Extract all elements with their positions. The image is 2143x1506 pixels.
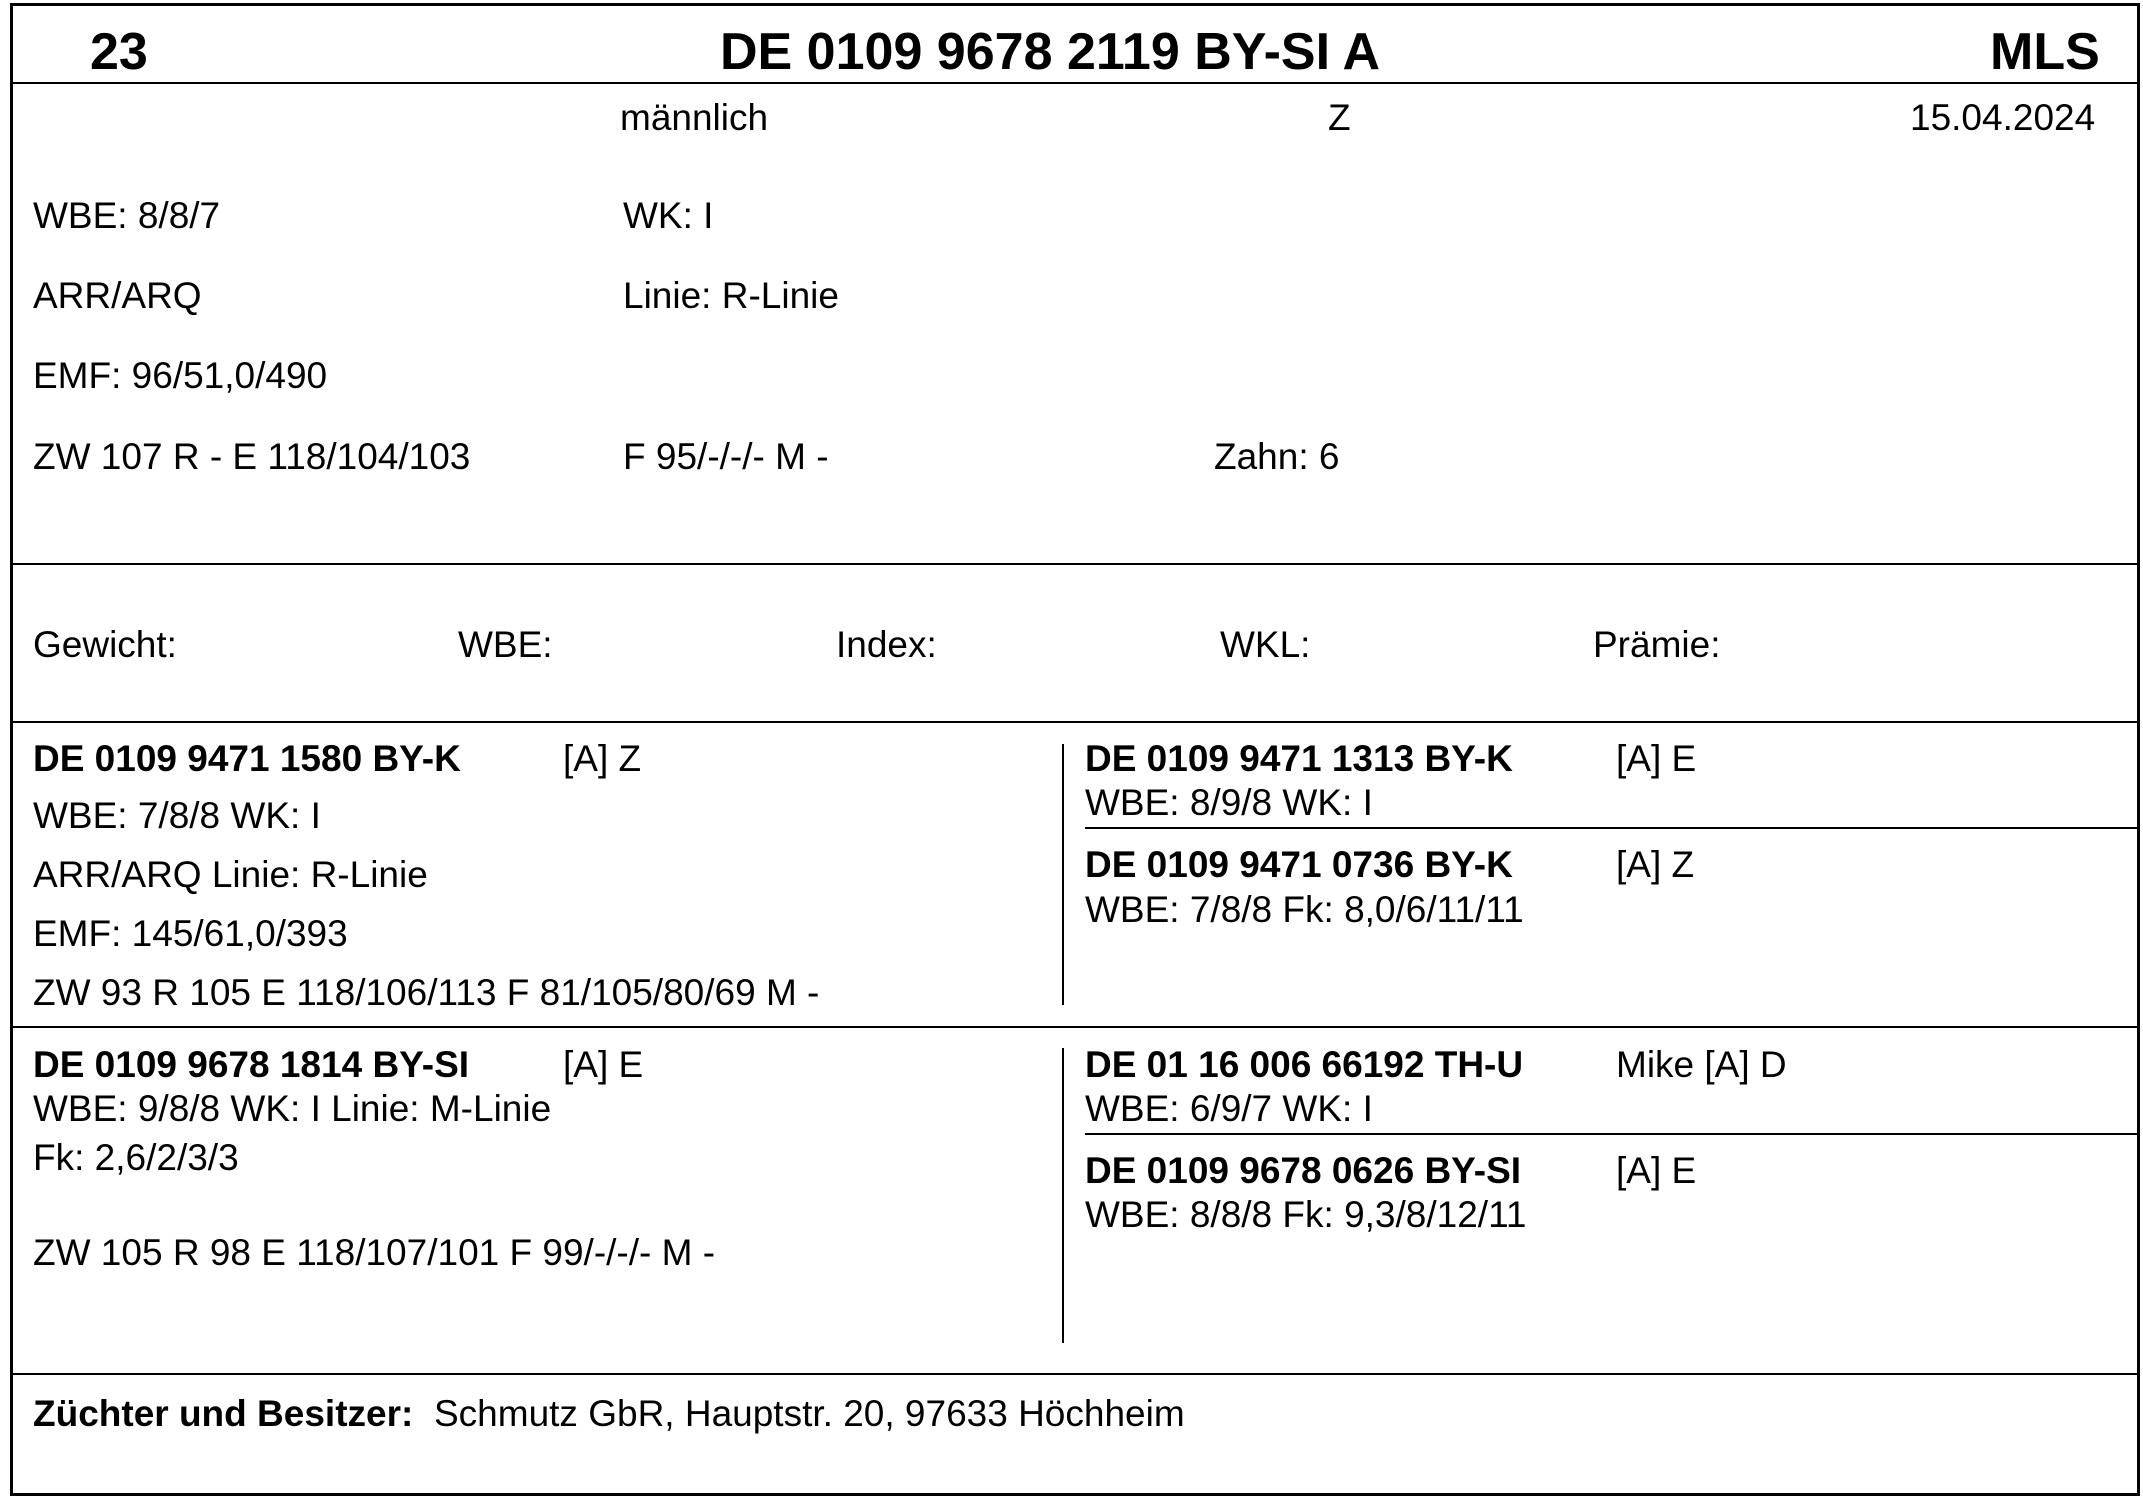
sire-dam-divider (10, 1026, 2140, 1028)
sire-line-3: EMF: 145/61,0/393 (33, 913, 348, 954)
emf: EMF: 96/51,0/490 (33, 355, 328, 396)
field-index: Index: (836, 624, 937, 665)
arr-arq: ARR/ARQ (33, 275, 202, 316)
sire-line-1: WBE: 7/8/8 WK: I (33, 795, 321, 836)
sire-tag: [A] Z (563, 738, 642, 779)
dam-sire-line-1: WBE: 6/9/7 WK: I (1085, 1088, 1373, 1129)
sex: männlich (620, 97, 769, 138)
dam-dam-tag: [A] E (1616, 1150, 1697, 1191)
zahn: Zahn: 6 (1214, 436, 1340, 477)
dam-column-divider (1062, 1048, 1064, 1343)
sire-dam-tag: [A] Z (1616, 844, 1695, 885)
sire-sire-line-1: WBE: 8/9/8 WK: I (1085, 782, 1373, 823)
dam-sire-tag: Mike [A] D (1616, 1044, 1787, 1085)
dam-tag: [A] E (563, 1044, 644, 1085)
dam-sire-id: DE 01 16 006 66192 TH-U (1085, 1044, 1524, 1085)
sire-line-4: ZW 93 R 105 E 118/106/113 F 81/105/80/69 M - (33, 972, 820, 1013)
footer-divider (10, 1373, 2140, 1375)
dam-line-1: WBE: 9/8/8 WK: I Linie: M-Linie (33, 1088, 552, 1129)
dam-dam-line-1: WBE: 8/8/8 Fk: 9,3/8/12/11 (1085, 1194, 1527, 1235)
field-praemie: Prämie: (1593, 624, 1721, 665)
f-value: F 95/-/-/- M - (623, 436, 829, 477)
field-wkl: WKL: (1220, 624, 1311, 665)
dam-line-3: ZW 105 R 98 E 118/107/101 F 99/-/-/- M - (33, 1232, 716, 1273)
sire-sire-tag: [A] E (1616, 738, 1697, 779)
field-gewicht: Gewicht: (33, 624, 177, 665)
sire-id: DE 0109 9471 1580 BY-K (33, 738, 461, 779)
breed-code: MLS (1990, 23, 2100, 81)
dam-id: DE 0109 9678 1814 BY-SI (33, 1044, 470, 1085)
animal-id: DE 0109 9678 2119 BY-SI A (720, 23, 1381, 81)
dam-ancestors-divider (1085, 1133, 2140, 1135)
sire-line-2: ARR/ARQ Linie: R-Linie (33, 854, 428, 895)
mark: Z (1328, 97, 1351, 138)
zuchtwert: ZW 107 R - E 118/104/103 (33, 436, 471, 477)
dam-dam-id: DE 0109 9678 0626 BY-SI (1085, 1150, 1522, 1191)
sire-column-divider (1062, 744, 1064, 1005)
info-divider (10, 563, 2140, 565)
field-wbe: WBE: (458, 624, 553, 665)
dam-line-2: Fk: 2,6/2/3/3 (33, 1137, 239, 1178)
sire-sire-id: DE 0109 9471 1313 BY-K (1085, 738, 1513, 779)
sire-ancestors-divider (1085, 827, 2140, 829)
breeder-value: Schmutz GbR, Hauptstr. 20, 97633 Höchheim (434, 1393, 1185, 1434)
sire-dam-line-1: WBE: 7/8/8 Fk: 8,0/6/11/11 (1085, 889, 1524, 930)
header-divider (10, 82, 2140, 84)
fields-divider (10, 721, 2140, 723)
linie: Linie: R-Linie (623, 275, 839, 316)
wk: WK: I (623, 195, 714, 236)
breeder-label: Züchter und Besitzer: (33, 1393, 414, 1434)
wbe: WBE: 8/8/7 (33, 195, 221, 236)
birth-date: 15.04.2024 (1910, 97, 2096, 138)
catalog-number: 23 (90, 23, 148, 81)
sire-dam-id: DE 0109 9471 0736 BY-K (1085, 844, 1513, 885)
